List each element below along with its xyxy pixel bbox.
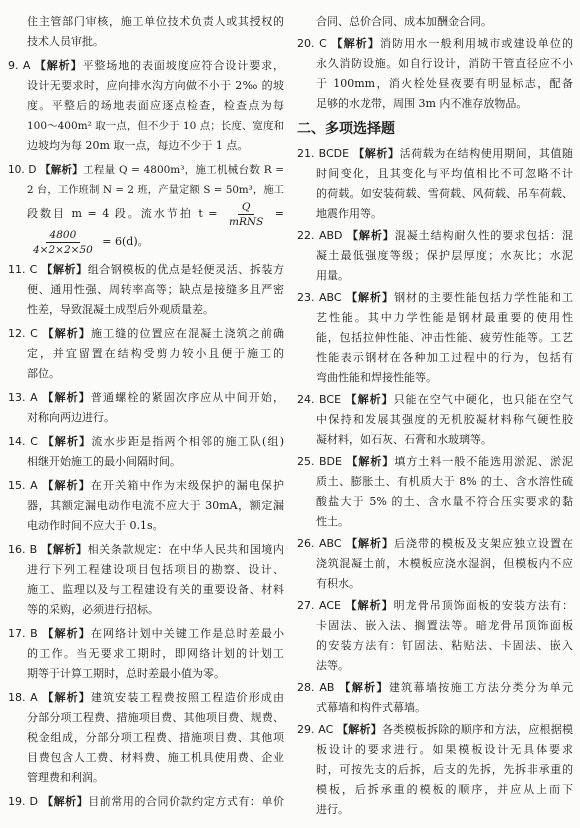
answer-letters: BCDE (318, 147, 350, 160)
line-text: 等的采购，必须进行招标。 (27, 603, 159, 616)
line-text: 进行。 (316, 803, 349, 816)
answer-letters: C (30, 435, 38, 448)
answer-item-13 (8, 388, 284, 428)
analysis-tag: 【解析】 (41, 263, 88, 276)
line-text: 器，其额定漏电动作电流不应大于 30mA，额定漏 (27, 499, 284, 512)
question-number: 26. (297, 537, 315, 550)
question-number: 20. (297, 37, 315, 50)
analysis-tag: 【解析】 (337, 723, 383, 736)
line-text: 艺性能。其中力学性能是钢材最重要的使用性 (316, 311, 573, 324)
line-text: 凝土最低强度等级；保护层厚度；水灰比；水泥 (316, 249, 573, 262)
line-text: 的安装方法有：钉固法、粘贴法、卡固法、嵌入 (316, 639, 573, 652)
analysis-tag: 【解析】 (42, 691, 91, 704)
line-text: 时，可按先支的后拆，后支的先拆，先拆非承重的 (316, 763, 573, 776)
analysis-tag: 【解析】 (42, 795, 89, 808)
line-text: 中保持和发展其强度的无机胶凝材料称气硬性胶 (316, 413, 573, 426)
text-line (297, 740, 573, 760)
question-number: 25. (297, 455, 315, 468)
text-line (297, 226, 573, 246)
answer-letters: BDE (318, 455, 342, 468)
text-line (8, 116, 284, 136)
continued-text (8, 12, 284, 52)
text-line (8, 324, 284, 344)
analysis-tag: 【解析】 (346, 455, 395, 468)
fraction (29, 229, 97, 256)
text-line (297, 144, 573, 164)
line-text: 目前常用的合同价款约定方式有：单价 (88, 795, 285, 808)
text-line (297, 204, 573, 224)
fraction-numerator: Q (238, 201, 255, 215)
question-number: 9. (8, 59, 19, 72)
answer-item-10 (8, 160, 284, 256)
line-text: 段数目 m = 4 段。流水节拍 t = (27, 207, 224, 220)
line-text: 法等。 (316, 659, 349, 672)
line-text: 活荷载为在结构使用期间，其值随 (399, 147, 574, 160)
analysis-tag: 【解析】 (353, 147, 400, 160)
line-text: 部位。 (27, 367, 60, 380)
question-number: 29. (297, 723, 315, 736)
answer-letters: C (29, 263, 38, 276)
question-number: 19. (8, 795, 26, 808)
line-text: 设计无要求时，应向排水沟方向做不小于 2‰ 的坡 (27, 79, 284, 92)
answer-item-25 (297, 452, 573, 532)
answer-item-15 (8, 476, 284, 536)
text-line (297, 452, 573, 472)
line-text: 在开关箱中作为末级保护的漏电保护 (90, 479, 285, 492)
text-line (8, 496, 284, 516)
analysis-tag: 【解析】 (42, 391, 91, 404)
answer-letters: ABC (319, 291, 342, 304)
text-line (8, 748, 284, 768)
text-line (8, 160, 284, 180)
line-text: 期等于计算工期时，总时差最小值为零。 (27, 667, 225, 680)
answer-item-29 (297, 720, 573, 820)
question-number: 16. (8, 543, 26, 556)
text-line (297, 368, 573, 388)
text-line (297, 492, 573, 512)
continued-text (297, 12, 573, 32)
answer-letters: ABD (318, 229, 343, 242)
text-line (8, 364, 284, 384)
answer-item-28 (297, 678, 573, 718)
analysis-tag: 【解析】 (41, 543, 88, 556)
answer-letters: D (29, 795, 39, 808)
line-text: 卡固法、嵌入法、搁置法等。暗龙骨吊顶饰面板 (316, 619, 573, 632)
text-line (297, 328, 573, 348)
answer-item-23 (297, 288, 573, 388)
text-line (8, 432, 284, 452)
line-text: 边坡均为每 20m 取一点，每边不少于 1 点。 (27, 139, 249, 152)
line-text: 性差，导致混凝土成型后外观质量差。 (27, 303, 214, 316)
line-text: 平整场地的表面坡度应符合设计要求， (82, 59, 285, 72)
line-text: 永久消防设施。如自行设计，消防干管直径应不小 (316, 57, 573, 70)
question-number: 15. (8, 479, 26, 492)
line-text: 分部分项工程费、措施项目费、其他项目费、规费、 (27, 711, 284, 724)
answer-letters: BCE (319, 393, 342, 406)
answer-item-18 (8, 688, 284, 788)
text-line (8, 560, 284, 580)
text-line (297, 698, 573, 718)
text-line (8, 228, 284, 256)
text-line (297, 636, 573, 656)
text-line (8, 728, 284, 748)
line-text: 流水步距是指两个相邻的施工队(组) (91, 435, 285, 448)
analysis-tag: 【解析】 (346, 537, 395, 550)
line-text: 性土。 (316, 515, 349, 528)
line-text: 的工作。当无要求工期时，即网络计划的计划工 (27, 647, 284, 660)
line-text: 普通螺栓的紧固次序应从中间开始， (90, 391, 285, 404)
fraction (225, 201, 267, 228)
answer-letters: A (30, 391, 38, 404)
answer-letters: D (28, 164, 37, 176)
answer-item-12 (8, 324, 284, 384)
line-text: 消防用水一般利用城市或建设单位的 (380, 37, 574, 50)
text-line (297, 184, 573, 204)
line-text: 填方土料一般不能选用淤泥、淤泥 (394, 455, 574, 468)
answer-item-22 (297, 226, 573, 286)
text-line (297, 164, 573, 184)
text-line (8, 56, 284, 76)
text-line (297, 266, 573, 286)
text-line (8, 76, 284, 96)
text-line (297, 656, 573, 676)
text-line (297, 574, 573, 594)
line-text: 目费包含人工费、材料费、施工机具使用费、企业 (27, 751, 284, 764)
answer-item-19 (8, 792, 284, 812)
answer-item-20 (297, 34, 573, 114)
text-line (8, 624, 284, 644)
text-line (8, 708, 284, 728)
question-number: 18. (8, 691, 26, 704)
answer-item-9 (8, 56, 284, 156)
text-line (8, 580, 284, 600)
analysis-tag: 【解析】 (42, 327, 92, 340)
text-line (8, 768, 284, 788)
answer-item-24 (297, 390, 573, 450)
text-line (8, 180, 284, 200)
question-number: 17. (8, 627, 26, 640)
text-line (297, 288, 573, 308)
text-line (8, 408, 284, 428)
question-number: 22. (297, 229, 315, 242)
line-text: 对称向两边进行。 (27, 411, 115, 424)
line-text: 后浇带的模板及支架应独立设置在 (394, 537, 574, 550)
text-line (297, 94, 573, 114)
answer-letters: A (30, 479, 38, 492)
question-number: 21. (297, 147, 315, 160)
fraction-denominator: mRNS (229, 215, 264, 228)
line-text: 质土、膨胀土、有机质大于 8% 的土、含水溶性硫 (316, 475, 573, 488)
answer-letters: B (29, 543, 38, 556)
line-text: 能，包括拉伸性能、冲击性能、疲劳性能等。工艺 (316, 331, 573, 344)
line-text: 钢材的主要性能包括力学性能和工 (394, 291, 574, 304)
text-line (8, 300, 284, 320)
text-line (297, 472, 573, 492)
text-line (297, 12, 573, 32)
line-text: 有积水。 (316, 577, 360, 590)
text-line (297, 780, 573, 800)
answer-letters: AB (319, 681, 335, 694)
line-text: 技术人员审批。 (27, 35, 104, 48)
answer-letters: ACE (319, 599, 341, 612)
line-text: 地震作用等。 (316, 207, 382, 220)
line-text: 合同、总价合同、成本加酬金合同。 (316, 15, 492, 28)
line-text: 工程量 Q = 4800m³，施工机械台数 R = (83, 164, 285, 176)
line-text: 时间变化，且其变化与平均值相比不可忽略不计 (316, 167, 573, 180)
text-line (8, 260, 284, 280)
answer-letters: AC (318, 723, 334, 736)
question-number: 10. (8, 164, 25, 176)
section-heading: 二、多项选择题 (297, 121, 395, 137)
answer-letters: A (30, 691, 38, 704)
line-text: 模板，后拆承重的模板的顺序，并应从上而下 (316, 783, 573, 796)
analysis-tag: 【解析】 (331, 37, 381, 50)
answer-letters: A (22, 59, 31, 72)
line-text: 板设计的要求进行。如果模板设计无具体要求 (316, 743, 573, 756)
text-line (8, 792, 284, 812)
answer-item-27 (297, 596, 573, 676)
line-text: 施工缝的位置应在混凝土浇筑之前确 (91, 327, 285, 340)
line-text: 只能在空气中硬化，也只能在空气 (393, 393, 574, 406)
answer-letters: ABC (319, 537, 342, 550)
answer-item-16 (8, 540, 284, 620)
line-text: 明龙骨吊顶饰面板的安装方法有： (393, 599, 574, 612)
line-text: 相继开始施工的最小间隔时间。 (27, 455, 181, 468)
text-line (297, 678, 573, 698)
question-number: 14. (8, 435, 26, 448)
question-number: 13. (8, 391, 26, 404)
analysis-tag: 【解析】 (345, 599, 394, 612)
line-text: 相关条款规定：在中华人民共和国境内 (87, 543, 285, 556)
analysis-tag: 【解析】 (42, 435, 92, 448)
right-column (297, 12, 573, 820)
line-text: 弯曲性能和焊接性能等。 (316, 371, 437, 384)
text-line (8, 476, 284, 496)
line-text: 施工、监理以及与工程建设有关的重要设备、材料 (27, 583, 284, 596)
text-line (297, 554, 573, 574)
text-line (8, 280, 284, 300)
text-line (8, 688, 284, 708)
text-line (8, 32, 284, 52)
question-number: 24. (297, 393, 315, 406)
line-text: 住主管部门审核，施工单位技术负责人或其授权的 (27, 15, 284, 28)
answer-item-11 (8, 260, 284, 320)
text-line (8, 12, 284, 32)
text-line (297, 348, 573, 368)
analysis-tag: 【解析】 (345, 393, 394, 406)
line-text: 在网络计划中关键工作是总时差最小 (90, 627, 284, 640)
line-text: 2 台，工作班制 N = 2 班，产量定额 S = 50m³，施工 (27, 184, 284, 196)
analysis-tag: 【解析】 (346, 291, 395, 304)
line-text: 的荷载。如安装荷载、雪荷载、风荷载、吊车荷载、 (316, 187, 573, 200)
text-line (8, 96, 284, 116)
answer-item-21 (297, 144, 573, 224)
text-line (297, 596, 573, 616)
line-text: 电动作时间不应大于 0.1s。 (27, 519, 164, 532)
text-line (297, 800, 573, 820)
line-text: 100～400m² 取一点，但不少于 10 点；长度、宽度和 (27, 120, 284, 132)
line-text: 管理费和利润。 (27, 771, 104, 784)
text-line (297, 74, 573, 94)
analysis-tag: 【解析】 (346, 229, 395, 242)
line-text: = (269, 207, 284, 220)
text-line (8, 388, 284, 408)
analysis-tag: 【解析】 (40, 164, 84, 176)
answer-letters: C (319, 37, 327, 50)
line-text: 税金组成，分部分项工程费、措施项目费、其他项 (27, 731, 284, 744)
text-line (8, 452, 284, 472)
text-line (297, 54, 573, 74)
text-line (297, 512, 573, 532)
line-text: 定，并宜留置在结构受剪力较小且便于施工的 (27, 347, 284, 360)
line-text: 用量。 (316, 269, 349, 282)
line-text: 式幕墙和构件式幕墙。 (316, 701, 426, 714)
text-line (8, 540, 284, 560)
text-line (297, 390, 573, 410)
text-line (297, 760, 573, 780)
text-line (8, 344, 284, 364)
line-text: 建筑幕墙按施工方法分类分为单元 (388, 681, 574, 694)
fraction-denominator: 4×2×2×50 (33, 243, 93, 256)
line-text: 各类模板拆除的顺序和方法，应根据模 (382, 723, 574, 736)
text-line (297, 34, 573, 54)
answer-letters: B (30, 627, 38, 640)
text-line (297, 308, 573, 328)
text-line (8, 600, 284, 620)
text-line (297, 720, 573, 740)
text-line (297, 616, 573, 636)
line-text: 性能表示钢材在各种加工过程中的行为，包括有 (316, 351, 573, 364)
line-text: 进行下列工程建设项目包括项目的勘察、设计、 (27, 563, 284, 576)
line-text: 建筑安装工程费按照工程造价形成由 (90, 691, 285, 704)
question-number: 11. (8, 263, 26, 276)
analysis-tag: 【解析】 (42, 479, 91, 492)
answer-item-14 (8, 432, 284, 472)
line-text: 组合钢模板的优点是轻便灵活、拆装方 (87, 263, 285, 276)
line-text: 度。平整后的场地表面应逐点检查，检查点为每 (27, 99, 284, 112)
question-number: 12. (8, 327, 26, 340)
text-line (297, 430, 573, 450)
answer-item-26 (297, 534, 573, 594)
line-text: 凝材料，如石灰、石膏和水玻璃等。 (316, 433, 492, 446)
line-text: 便、通用性强、周转率高等；缺点是接缝多且严密 (27, 283, 284, 296)
line-text: 浇筑混凝土前，木模板应浇水湿润，但模板内不应 (316, 557, 573, 570)
left-column (8, 12, 284, 812)
question-number: 23. (297, 291, 315, 304)
text-line (8, 200, 284, 228)
answer-item-17 (8, 624, 284, 684)
text-line (8, 664, 284, 684)
answer-letters: C (30, 327, 38, 340)
question-number: 28. (297, 681, 315, 694)
text-line (297, 410, 573, 430)
line-text: 酸盐大于 5% 的土、含水量不符合压实要求的黏 (316, 495, 573, 508)
text-line (8, 516, 284, 536)
text-line (297, 534, 573, 554)
line-text: 混凝土结构耐久性的要求包括：混 (394, 229, 574, 242)
analysis-tag: 【解析】 (339, 681, 389, 694)
text-line (8, 136, 284, 156)
text-line (8, 644, 284, 664)
line-text: = 6(d)。 (98, 235, 149, 248)
line-text: 于 100mm，消火栓处昼夜要有明显标志，配备 (316, 77, 573, 90)
fraction-numerator: 4800 (46, 229, 81, 243)
text-line (297, 246, 573, 266)
analysis-tag: 【解析】 (34, 59, 83, 72)
analysis-tag: 【解析】 (42, 627, 91, 640)
question-number: 27. (297, 599, 315, 612)
line-text: 足够的水龙带，周围 3m 内不准存放物品。 (316, 97, 528, 110)
